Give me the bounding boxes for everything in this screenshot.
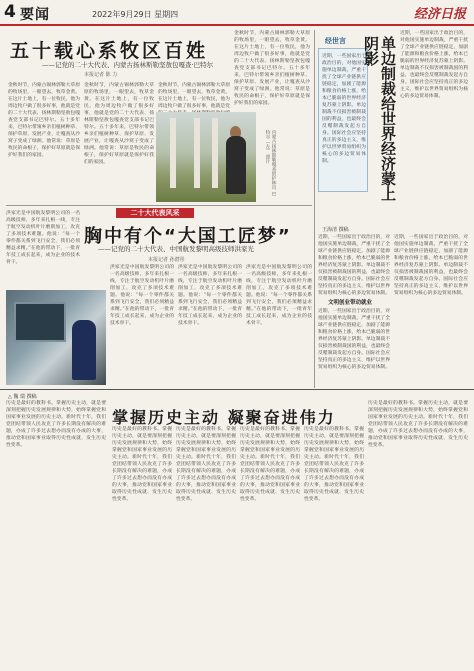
story4-body-col1: 近期，一些国家出于政治目的，对他国实施单边制裁，严重干扰了全球产业链供应链稳定，加剧了能源和粮食价格上涨，给本已脆弱的世界经济复苏蒙上阴影。单边制裁不仅损害被制裁国的利益，也最终会反噬制裁发起方自身。国际社会应坚持真正的多边主义，维护以世界贸易组织为核心的多边贸易体制。	[400, 31, 468, 99]
story1-byline: 本报记者 陈 力	[84, 72, 118, 78]
story4-column-label: 经世言	[325, 37, 346, 45]
story4-subhead: 文明创业带动就业	[328, 300, 373, 306]
story3-body-col1: 历史是最好的教科书。掌握历史主动，就是要深刻把握历史发展规律和大势，始终掌握党和国家事业发展的历史主动。新时代十年，我们党团结带领人民攻克了许多长期没有解决的难题，办成了许多过去想办而没有办成的大事，推动党和国家事业取得历史性成就、发生历史性变革。	[6, 401, 106, 448]
story2-byline: 本报记者 孙潜彤	[148, 257, 185, 263]
story1-body-col3: 金秋时节，内蒙古锡林郭勒大草原的牧场里，一眼望去，牧草金黄。在这片土地上，有一位牧民，他为周边牧户做了很多好事，他就是党	[158, 83, 230, 109]
birch-tree	[212, 118, 218, 188]
story3-body-col4: 历史是最好的教科书。掌握历史主动，就是要深刻把握历史发展规律和大势，始终掌握党和国家事业发展的历史主动。新时代十年，我们党团结带领人民攻克了许多长期没有解决的难题，办成了许多过去想办而没有办成的大事，推动党和国家事业取得历史性成就、发生历史性变革。	[240, 427, 300, 502]
story2-body-col1: 洪家光是中国航发黎明公司的一名高级技师，多年来扎根一线，专注于航空发动机叶片磨削加工，攻克了多项技术难题。他说：“每一个零件都关系到飞行安全，我们必须精益求精。”在他的带动下，一批青年技工成长起来，成为企业的技术骨干。	[6, 211, 80, 265]
issue-date: 2022年9月29日 星期四	[92, 10, 179, 19]
story2-body-col2: 洪家光是中国航发黎明公司的一名高级技师，多年来扎根一线，专注于航空发动机叶片磨削加工，攻克了多项技术难题。他说：“每一个零件都关系到飞行安全，我们必须精益求精。”在他的带动下，一批青年技工成长起来，成为企业的技术骨干。	[110, 265, 174, 326]
story4-sidebar-text: 近期，一些国家出于政治目的，对他国实施单边制裁，严重干扰了全球产业链供应链稳定，加剧了能源和粮食价格上涨，给本已脆弱的世界经济复苏蒙上阴影。单边制裁不仅损害被制裁国的利益，也最终会反噬制裁发起方自身。国际社会应坚持真正的多边主义，维护以世界贸易组织为核心的多边贸易体制。	[322, 54, 366, 164]
story4-sidebar-box	[318, 48, 368, 192]
story1-photo-caption: 内蒙古扬林斯勒嘎查的护林员 巴特尔（左） 照片	[265, 130, 276, 196]
person-figure	[226, 136, 246, 194]
section-title: 要闻	[20, 7, 50, 23]
machine-panel	[14, 302, 66, 342]
story4-headline: 单边制裁给世界经济蒙上阴影	[362, 36, 397, 201]
page-masthead	[0, 0, 474, 26]
story1-body-col4: 金秋时节，内蒙古锡林郭勒大草原的牧场里，一眼望去，牧草金黄。在这片土地上，有一位牧民，他为周边牧户做了很多好事，他就是党的二十大代表、扬林斯勒坚敖包嘎查党支部书记巴特尔。五十多年来，巴特尔带领乡亲们植树种草、保护草原、发展产业，让嘎查从沙窝子变成了绿洲。他常说：草原是牧民的命根子，保护好草原就是保护好我们的家园。	[234, 31, 310, 106]
newspaper-logo: 经济日报	[413, 7, 466, 22]
story2-subtitle: ——记党的二十大代表、中国航发黎明高级技师洪家光	[98, 245, 254, 253]
story2-photo	[6, 290, 106, 385]
birch-tree	[170, 118, 176, 188]
column-divider	[314, 30, 315, 388]
lower-section-divider	[0, 389, 474, 390]
story1-subtitle: ——记党的二十大代表、内蒙古扬林斯勒坚敖包嘎查·巴特尔	[42, 61, 214, 69]
story4-body-col2: 近期，一些国家出于政治目的，对他国实施单边制裁，严重干扰了全球产业链供应链稳定，加剧了能源和粮食价格上涨，给本已脆弱的世界经济复苏蒙上阴影。单边制裁不仅损害被制裁国的利益，也最终会反噬制裁发起方自身。国际社会应坚持真正的多边主义，维护以世界贸易组织为核心的多边贸易体制。	[318, 235, 390, 296]
story3-byline: △ 魏 瑞 撰稿	[8, 394, 37, 400]
story2-headline: 胸中有个“大国工匠梦”	[84, 226, 292, 247]
section-divider	[6, 205, 312, 206]
story4-byline: 王海清 撰稿	[322, 227, 349, 233]
page-number: 4	[4, 2, 16, 22]
story1-body-col1: 金秋时节，内蒙古锡林郭勒大草原的牧场里，一眼望去，牧草金黄。在这片土地上，有一位牧民，他为周边牧户做了很多好事，他就是党的二十大代表、扬林斯勒坚敖包嘎查党支部书记巴特尔。五十多年来，巴特尔带领乡亲们植树种草、保护草原、发展产业，让嘎查从沙窝子变成了绿洲。他常说：草原是牧民的命根子，保护好草原就是保护好我们的家园。	[8, 83, 80, 158]
story2-body-col3: 洪家光是中国航发黎明公司的一名高级技师，多年来扎根一线，专注于航空发动机叶片磨削加工，攻克了多项技术难题。他说：“每一个零件都关系到飞行安全，我们必须精益求精。”在他的带动下，一批青年技工成长起来，成为企业的技术骨干。	[178, 265, 242, 326]
story1-body-col2: 金秋时节，内蒙古锡林郭勒大草原的牧场里，一眼望去，牧草金黄。在这片土地上，有一位牧民，他为周边牧户做了很多好事，他就是党的二十大代表、扬林斯勒坚敖包嘎查党支部书记巴特尔。五十多年来，巴特尔带领乡亲们植树种草、保护草原、发展产业，让嘎查从沙窝子变成了绿洲。他常说：草原是牧民的命根子，保护好草原就是保护好我们的家园。	[84, 83, 154, 165]
story2-column-tag: 二十大代表风采	[116, 208, 194, 218]
story3-body-col5: 历史是最好的教科书。掌握历史主动，就是要深刻把握历史发展规律和大势，始终掌握党和国家事业发展的历史主动。新时代十年，我们党团结带领人民攻克了许多长期没有解决的难题，办成了许多过去想办而没有办成的大事，推动党和国家事业取得历史性成就、发生历史性变革。	[304, 427, 364, 502]
story4-body-col3: 近期，一些国家出于政治目的，对他国实施单边制裁，严重干扰了全球产业链供应链稳定，加剧了能源和粮食价格上涨，给本已脆弱的世界经济复苏蒙上阴影。单边制裁不仅损害被制裁国的利益，也最终会反噬制裁发起方自身。国际社会应坚持真正的多边主义，维护以世界贸易组织为核心的多边贸易体制。	[318, 309, 390, 370]
story3-headline: 掌握历史主动 凝聚奋进伟力	[112, 408, 336, 427]
story3-body-col3: 历史是最好的教科书。掌握历史主动，就是要深刻把握历史发展规律和大势，始终掌握党和国家事业发展的历史主动。新时代十年，我们党团结带领人民攻克了许多长期没有解决的难题，办成了许多过去想办而没有办成的大事，推动党和国家事业取得历史性成就、发生历史性变革。	[176, 427, 236, 502]
story2-body-col4: 洪家光是中国航发黎明公司的一名高级技师，多年来扎根一线，专注于航空发动机叶片磨削加工，攻克了多项技术难题。他说：“每一个零件都关系到飞行安全，我们必须精益求精。”在他的带动下，一批青年技工成长起来，成为企业的技术骨干。	[246, 265, 312, 326]
worker-figure	[72, 320, 96, 380]
story3-body-col6: 历史是最好的教科书。掌握历史主动，就是要深刻把握历史发展规律和大势，始终掌握党和国家事业发展的历史主动。新时代十年，我们党团结带领人民攻克了许多长期没有解决的难题，办成了许多过去想办而没有办成的大事，推动党和国家事业取得历史性成就、发生历史性变革。	[368, 401, 468, 448]
story1-headline: 五十载心系牧区百姓	[10, 40, 209, 62]
story4-body-col4: 近期，一些国家出于政治目的，对他国实施单边制裁，严重干扰了全球产业链供应链稳定，加剧了能源和粮食价格上涨，给本已脆弱的世界经济复苏蒙上阴影。单边制裁不仅损害被制裁国的利益，也最终会反噬制裁发起方自身。国际社会应坚持真正的多边主义，维护以世界贸易组织为核心的多边贸易体制。	[394, 235, 468, 296]
birch-tree	[194, 118, 200, 188]
story1-photo	[156, 112, 256, 202]
story3-body-col2: 历史是最好的教科书。掌握历史主动，就是要深刻把握历史发展规律和大势，始终掌握党和国家事业发展的历史主动。新时代十年，我们党团结带领人民攻克了许多长期没有解决的难题，办成了许多过去想办而没有办成的大事，推动党和国家事业取得历史性成就、发生历史性变革。	[112, 427, 172, 502]
